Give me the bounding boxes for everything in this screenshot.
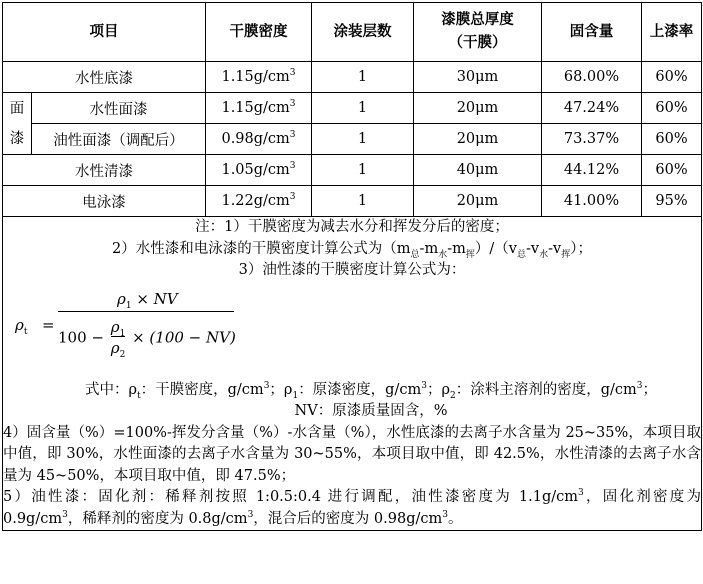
formula-legend-2: NV：原漆质量固含，% — [294, 403, 448, 419]
row-transfer: 95% — [642, 186, 702, 217]
notes-row — [3, 217, 702, 531]
row-solid: 68.00% — [542, 62, 642, 93]
header-layers: 涂装层数 — [312, 3, 414, 62]
row-name: 油性面漆（调配后） — [32, 124, 206, 155]
paint-parameters-table — [2, 2, 702, 531]
row-layers: 1 — [312, 62, 414, 93]
notes-cell — [3, 217, 702, 531]
row-density: $1.15g/cm^3$ — [206, 93, 312, 124]
note-4: 4）固含量（%）=100%-挥发分含量（%）-水含量（%），水性底漆的去离子水含量为 25~35%，本项目取中值，即 30%，水性面漆的去离子水含量为 30~55%，本项目取中值，即 42.5%，水性清漆的去离子水含量为 45~50%，本项目取中值，即 47.5%； — [3, 424, 701, 484]
note-3: 3）油性漆的干膜密度计算公式为： — [238, 262, 466, 278]
dry-film-density-formula — [9, 285, 701, 377]
row-density: $1.22g/cm^3$ — [206, 186, 312, 217]
table-row — [3, 186, 702, 217]
row-solid: 44.12% — [542, 155, 642, 186]
formula-lhs: $\rho_t$ — [15, 315, 28, 337]
table-row — [3, 124, 702, 155]
formula-denominator: 100 − $\frac{\rho_1}{\rho_2}$ × (100 − NV) — [58, 317, 236, 360]
note-2: 2）水性漆和电泳漆的干膜密度计算公式为$(m_总-m_水-m_挥)/(v_总-v_水-v_挥)$； — [112, 240, 592, 260]
formula-numerator: $\rho_1$ × NV — [117, 289, 178, 311]
row-transfer: 60% — [642, 155, 702, 186]
formula-legend-1: 式中：$\rho_t$：干膜密度，$g/cm^3$；$\rho_1$：原漆密度，$g/cm^3$；$\rho_2$：涂料主溶剂的密度，$g/cm^3$； — [84, 380, 658, 401]
row-name: 水性面漆 — [32, 93, 206, 124]
table-row — [3, 93, 702, 124]
header-item: 项目 — [3, 3, 206, 62]
row-name: 水性清漆 — [3, 155, 206, 186]
header-thickness-line2: （干膜） — [448, 35, 507, 51]
header-thickness-line1: 漆膜总厚度 — [441, 12, 514, 28]
row-layers: 1 — [312, 124, 414, 155]
header-solid: 固含量 — [542, 3, 642, 62]
row-transfer: 60% — [642, 93, 702, 124]
row-thickness: 20μm — [414, 186, 542, 217]
row-layers: 1 — [312, 186, 414, 217]
row-density: $1.05g/cm^3$ — [206, 155, 312, 186]
row-thickness: 30μm — [414, 62, 542, 93]
row-thickness: 40μm — [414, 155, 542, 186]
note-1: 注：1）干膜密度为减去水分和挥发分后的密度； — [195, 219, 509, 235]
note-5: 5）油性漆：固化剂：稀释剂按照 1:0.5:0.4 进行调配，油性漆密度为 $1.1g/cm^3$，固化剂密度为 $0.9g/cm^3$，稀释剂的密度为 $0.8g/cm^3$，混合后的密度为 $0.98g/cm^3$。 — [3, 488, 701, 527]
row-thickness: 20μm — [414, 93, 542, 124]
topcoat-group-label: 面 漆 — [3, 93, 32, 155]
row-transfer: 60% — [642, 62, 702, 93]
table-row — [3, 155, 702, 186]
header-transfer: 上漆率 — [642, 3, 702, 62]
formula-fraction-bar — [58, 311, 234, 312]
header-thickness — [414, 3, 542, 62]
table-header-row — [3, 3, 702, 62]
row-layers: 1 — [312, 93, 414, 124]
row-density: $0.98g/cm^3$ — [206, 124, 312, 155]
row-name: 电泳漆 — [3, 186, 206, 217]
formula-inner-fraction: $\frac{\rho_1}{\rho_2}$ — [110, 317, 126, 360]
formula-equals: = — [42, 315, 55, 334]
header-density: 干膜密度 — [206, 3, 312, 62]
row-transfer: 60% — [642, 124, 702, 155]
row-solid: 41.00% — [542, 186, 642, 217]
row-layers: 1 — [312, 155, 414, 186]
row-density: $1.15g/cm^3$ — [206, 62, 312, 93]
row-solid: 73.37% — [542, 124, 642, 155]
row-solid: 47.24% — [542, 93, 642, 124]
table-row — [3, 62, 702, 93]
row-thickness: 20μm — [414, 124, 542, 155]
row-name: 水性底漆 — [3, 62, 206, 93]
